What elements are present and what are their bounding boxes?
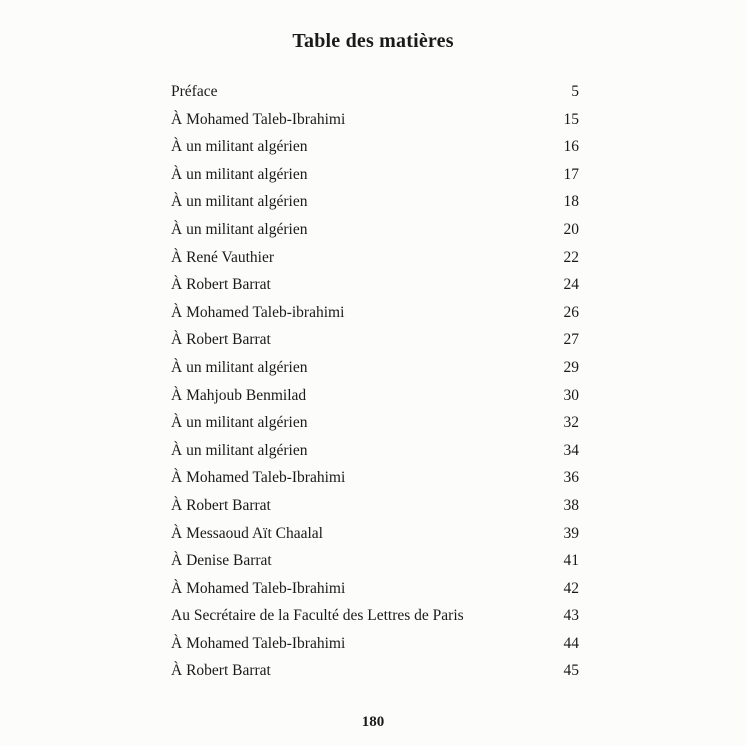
toc-entry-label: À un militant algérien xyxy=(171,441,308,459)
toc-entry xyxy=(171,359,579,387)
toc-entry-page: 41 xyxy=(563,552,579,570)
toc-entry xyxy=(171,580,579,608)
toc-entry xyxy=(171,414,579,442)
toc-entry-page: 15 xyxy=(563,110,579,128)
toc-entry-page: 39 xyxy=(563,524,579,542)
toc-entry-page: 5 xyxy=(571,83,579,100)
toc-entry-page: 34 xyxy=(563,441,579,459)
toc-entry-page: 36 xyxy=(563,469,579,487)
toc-entry xyxy=(171,387,579,415)
toc-entry-label: À un militant algérien xyxy=(171,165,308,183)
toc-entry xyxy=(171,662,579,690)
toc-entry xyxy=(171,221,579,249)
toc-entry-label: À René Vauthier xyxy=(171,248,275,266)
toc-entry-page: 43 xyxy=(563,607,579,625)
page-title: Table des matières xyxy=(292,30,454,52)
toc-entry-page: 18 xyxy=(563,193,579,211)
toc-entry xyxy=(171,276,579,304)
toc-entry xyxy=(171,525,579,553)
toc-entry xyxy=(171,607,579,635)
toc-entry-label: À Robert Barrat xyxy=(171,276,271,294)
toc-entry-label: À un militant algérien xyxy=(171,220,308,238)
toc-entry-label: À Robert Barrat xyxy=(171,496,271,514)
toc-entry-page: 22 xyxy=(563,248,579,266)
toc-entry-label: À Mohamed Taleb-Ibrahimi xyxy=(171,579,346,597)
toc-entry-label: À un militant algérien xyxy=(171,138,308,156)
toc-entry-page: 32 xyxy=(563,414,579,432)
toc-entry xyxy=(171,166,579,194)
toc-entry-page: 27 xyxy=(563,331,579,349)
table-of-contents xyxy=(171,83,579,690)
toc-entry-label: Au Secrétaire de la Faculté des Lettres de Paris xyxy=(171,607,464,625)
toc-entry xyxy=(171,193,579,221)
toc-entry xyxy=(171,138,579,166)
toc-entry xyxy=(171,331,579,359)
toc-entry-page: 44 xyxy=(563,634,579,652)
toc-entry-page: 26 xyxy=(563,303,579,321)
toc-entry-label: À un militant algérien xyxy=(171,358,308,376)
toc-entry-label: À Robert Barrat xyxy=(171,662,271,680)
toc-entry-page: 29 xyxy=(563,358,579,376)
toc-entry-label: À Mohamed Taleb-Ibrahimi xyxy=(171,110,346,128)
toc-entry xyxy=(171,635,579,663)
toc-entry-label: À Robert Barrat xyxy=(171,331,271,349)
toc-entry-page: 38 xyxy=(563,496,579,514)
toc-entry-label: À Mohamed Taleb-ibrahimi xyxy=(171,303,345,321)
toc-entry xyxy=(171,552,579,580)
toc-entry xyxy=(171,83,579,111)
toc-entry-label: À un militant algérien xyxy=(171,414,308,432)
toc-entry-label: À un militant algérien xyxy=(171,193,308,211)
page-number: 180 xyxy=(361,714,385,730)
toc-entry-label: À Mohamed Taleb-Ibrahimi xyxy=(171,634,346,652)
toc-entry-page: 45 xyxy=(563,662,579,680)
toc-entry-page: 20 xyxy=(563,220,579,238)
toc-entry-label: À Denise Barrat xyxy=(171,552,272,570)
toc-entry xyxy=(171,469,579,497)
toc-entry xyxy=(171,304,579,332)
toc-entry-page: 30 xyxy=(563,386,579,404)
toc-entry xyxy=(171,442,579,470)
toc-entry-page: 24 xyxy=(563,276,579,294)
toc-entry-label: Préface xyxy=(171,83,218,100)
toc-entry xyxy=(171,111,579,139)
toc-entry-page: 16 xyxy=(563,138,579,156)
toc-entry xyxy=(171,249,579,277)
toc-entry xyxy=(171,497,579,525)
toc-entry-label: À Mahjoub Benmilad xyxy=(171,386,307,404)
toc-entry-page: 42 xyxy=(563,579,579,597)
toc-entry-label: À Mohamed Taleb-Ibrahimi xyxy=(171,469,346,487)
toc-entry-page: 17 xyxy=(563,165,579,183)
toc-entry-label: À Messaoud Aït Chaalal xyxy=(171,524,323,542)
